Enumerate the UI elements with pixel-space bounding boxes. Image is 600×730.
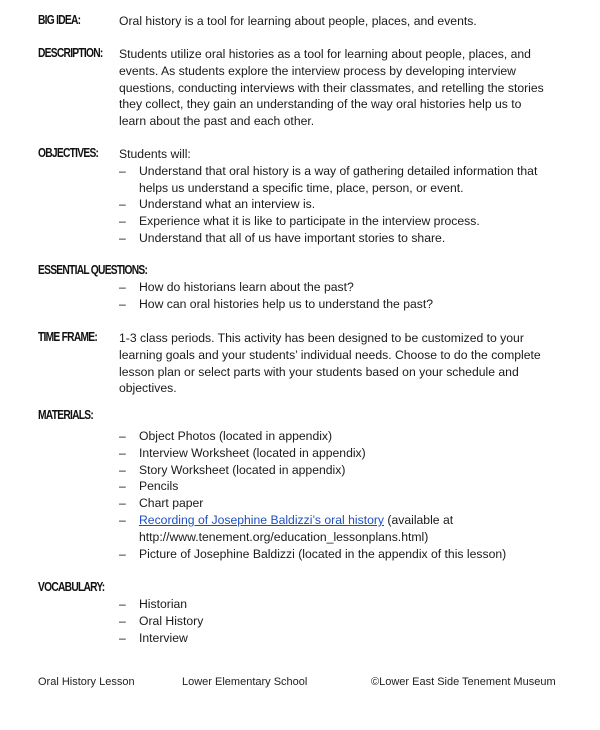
- time-frame-label: TIME FRAME:: [38, 330, 98, 344]
- vocabulary-list: [119, 596, 549, 646]
- list-item: – Pencils: [119, 478, 549, 495]
- list-item: – Object Photos (located in appendix): [119, 428, 549, 445]
- list-item: – Understand that oral history is a way of gathering detailed information that helps us understand a specific time, place, person, or event.: [119, 163, 549, 197]
- essential-questions-list: [119, 279, 549, 313]
- objectives-label: OBJECTIVES:: [38, 146, 99, 160]
- list-item: – Picture of Josephine Baldizzi (located in the appendix of this lesson): [119, 546, 549, 563]
- footer-school: Lower Elementary School: [182, 676, 308, 688]
- materials-body: [119, 428, 549, 562]
- essential-questions-body: [119, 279, 549, 313]
- description-label: DESCRIPTION:: [38, 46, 103, 60]
- vocabulary-body: [119, 596, 549, 646]
- list-item: – Story Worksheet (located in appendix): [119, 462, 549, 479]
- list-item: – How can oral histories help us to understand the past?: [119, 296, 549, 313]
- big-idea-label: BIG IDEA:: [38, 13, 81, 27]
- recording-link[interactable]: Recording of Josephine Baldizzi’s oral history: [139, 512, 385, 527]
- list-item: – Interview: [119, 630, 549, 647]
- list-item: – Understand that all of us have important stories to share.: [119, 230, 549, 247]
- list-item: – Historian: [119, 596, 549, 613]
- recording-availability: (available at http://www.tenement.org/education_lessonplans.html): [139, 512, 454, 544]
- description-text: Students utilize oral histories as a tool for learning about people, places, and events. As students explore the interview process by developing interview questions, conducting interviews with their classmates, and retelling the stories they collect, they gain an understanding of the way oral histories help us to learn about the past and each other.: [119, 47, 544, 129]
- time-frame-text: 1-3 class periods. This activity has been designed to be customized to your learning goals and your students’ individual needs. Choose to do the complete lesson plan or select parts with your students based on your schedule and objectives.: [119, 331, 541, 396]
- materials-label: MATERIALS:: [38, 408, 94, 422]
- footer-lesson-title: Oral History Lesson: [38, 676, 135, 688]
- footer-copyright: ©Lower East Side Tenement Museum: [371, 676, 556, 688]
- list-item: – Chart paper: [119, 495, 549, 512]
- list-item: – How do historians learn about the past?: [119, 279, 549, 296]
- list-item: – Understand what an interview is.: [119, 196, 549, 213]
- list-item: [119, 512, 549, 546]
- list-item: – Experience what it is like to participate in the interview process.: [119, 213, 549, 230]
- objectives-body: [119, 146, 549, 247]
- objectives-list: [119, 163, 549, 247]
- essential-questions-label: ESSENTIAL QUESTIONS:: [38, 263, 148, 277]
- list-item: – Oral History: [119, 613, 549, 630]
- vocabulary-label: VOCABULARY:: [38, 580, 105, 594]
- list-item: – Interview Worksheet (located in appendix): [119, 445, 549, 462]
- objectives-intro: Students will:: [119, 147, 191, 161]
- big-idea-text: Oral history is a tool for learning about people, places, and events.: [119, 14, 477, 28]
- materials-list: [119, 428, 549, 562]
